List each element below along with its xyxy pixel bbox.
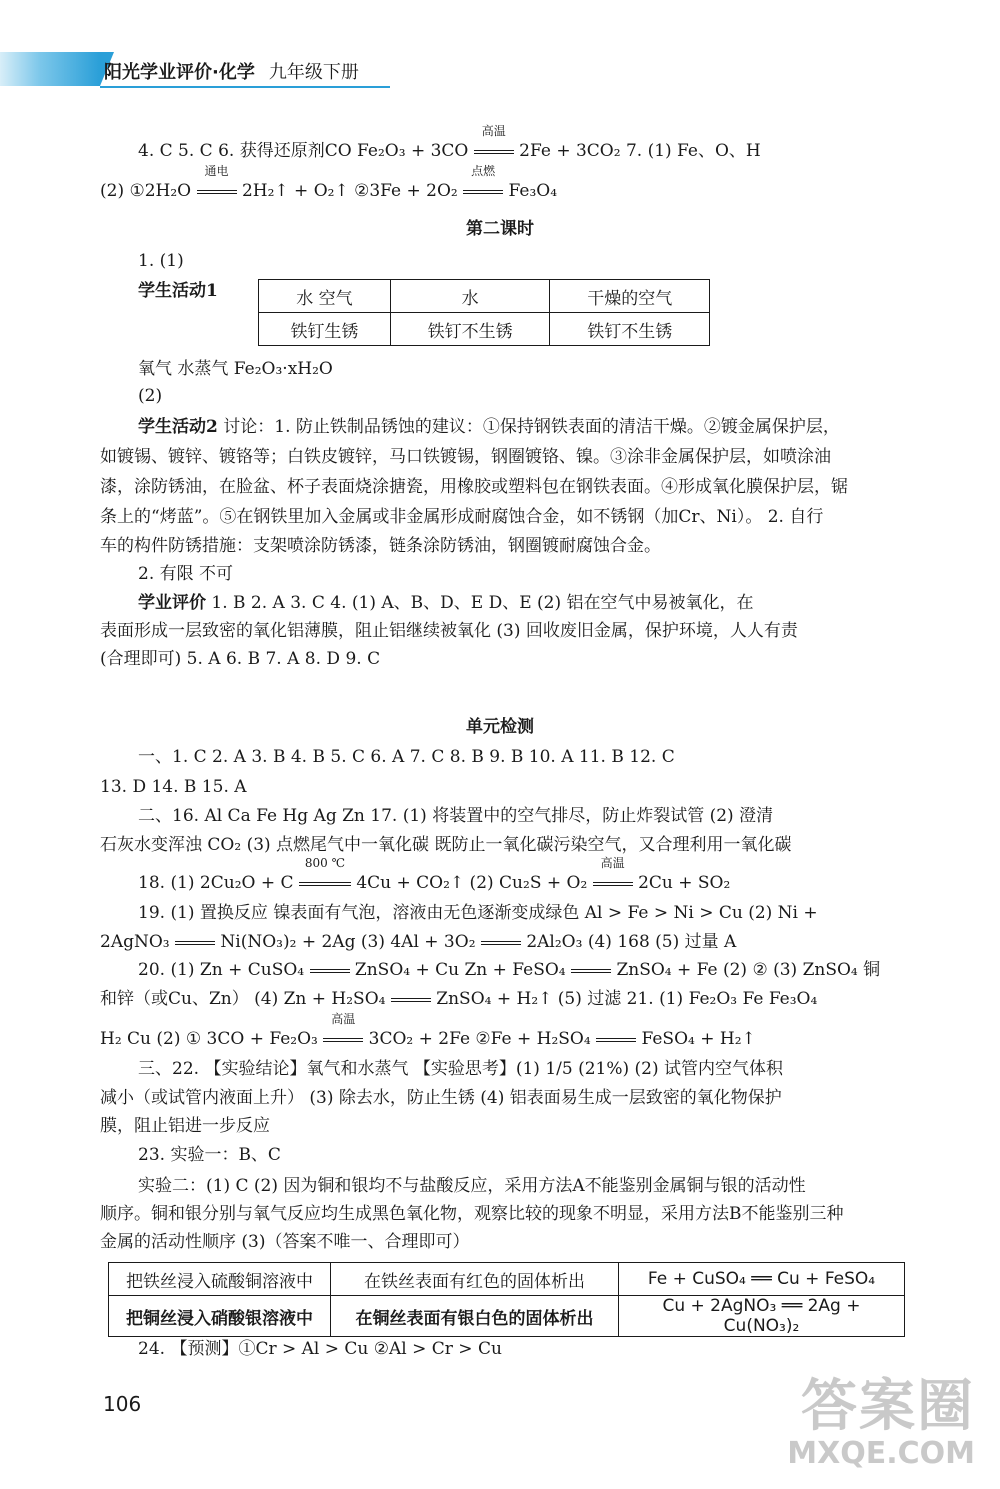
answer-line: 减小（或试管内液面上升） (3) 除去水，防止生锈 (4) 铝表面易生成一层致密的氧化物保护 <box>100 1088 782 1108</box>
reaction-table <box>108 1262 905 1337</box>
header-grade: 九年级下册 <box>268 62 359 83</box>
answer-line: 24. 【预测】①Cr > Al > Cu ②Al > Cr > Cu <box>138 1339 502 1359</box>
answer-line: 表面形成一层致密的氧化铝薄膜，阻止铝继续被氧化 (3) 回收废旧金属，保护环境，人人有责 <box>100 621 798 641</box>
answer-line: (合理即可) 5. A 6. B 7. A 8. D 9. C <box>100 649 381 669</box>
answer-line: 实验二：(1) C (2) 因为铜和银均不与盐酸反应，采用方法A不能鉴别金属铜与银的活动性 <box>138 1176 806 1196</box>
answer-line: 金属的活动性顺序 (3)（答案不唯一、合理即可） <box>100 1232 470 1252</box>
answer-line: 条上的“烤蓝”。⑤在钢铁里加入金属或非金属形成耐腐蚀合金，如不锈钢（加Cr、Ni）。 2. 自行 <box>100 507 824 527</box>
answer-line: 学业评价 1. B 2. A 3. C 4. (1) A、B、D、E D、E (2) 铝在空气中易被氧化，在 <box>138 593 754 613</box>
watermark-logo: 答案圈 <box>801 1374 975 1439</box>
answer-line: 23. 实验一：B、C <box>138 1145 281 1165</box>
section-title: 单元检测 <box>466 717 534 737</box>
answer-line: 氧气 水蒸气 Fe₂O₃·xH₂O <box>138 359 333 379</box>
table-cell: 铁钉生锈 <box>259 313 391 346</box>
answer-line: 膜，阻止铝进一步反应 <box>100 1116 270 1136</box>
reaction-equals <box>571 959 611 981</box>
answer-line: 学生活动2 讨论：1. 防止铁制品锈蚀的建议：①保持钢铁表面的清洁干燥。②镀金属保护层， <box>138 417 840 437</box>
header-band <box>0 52 100 86</box>
reaction-equals <box>175 931 215 953</box>
answer-line: 漆，涂防锈油，在脸盆、杯子表面烧涂搪瓷，用橡胶或塑料包在钢铁表面。④形成氧化膜保护层，锯 <box>100 477 848 497</box>
section-title: 第二课时 <box>466 219 534 239</box>
table-cell: 在铁丝表面有红色的固体析出 <box>331 1263 619 1296</box>
reaction-arrow: 800 ℃ <box>299 872 351 894</box>
answer-line: 一、1. C 2. A 3. B 4. B 5. C 6. A 7. C 8. B 9. B 10. A 11. B 12. C <box>138 747 675 767</box>
answer-line: 4. C 5. C 6. 获得还原剂CO Fe₂O₃ + 3CO 高温 2Fe + 3CO₂ 7. (1) Fe、O、H <box>138 124 761 161</box>
answer-line: 石灰水变浑浊 CO₂ (3) 点燃尾气中一氧化碳 既防止一氧化碳污染空气，又合理利用一氧化碳 <box>100 835 792 855</box>
table-header-cell: 水 <box>390 280 550 313</box>
reaction-arrow: 高温 <box>593 872 633 894</box>
watermark-url: MXQE.COM <box>787 1436 975 1471</box>
answer-line: 19. (1) 置换反应 镍表面有气泡，溶液由无色逐渐变成绿色 Al > Fe > Ni > Cu (2) Ni + <box>138 903 818 923</box>
rust-experiment-table <box>258 279 710 346</box>
answer-line: 13. D 14. B 15. A <box>100 777 247 797</box>
table-cell: Cu + 2AgNO₃ ══ 2Ag + Cu(NO₃)₂ <box>619 1296 905 1337</box>
activity-label: 学生活动1 <box>138 281 218 301</box>
answer-line: 20. (1) Zn + CuSO₄ ZnSO₄ + Cu Zn + FeSO₄ ZnSO₄ + Fe (2) ② (3) ZnSO₄ 铜 <box>138 960 881 980</box>
answer-line: (2) <box>138 386 163 406</box>
reaction-arrow: 通电 <box>197 180 237 202</box>
answer-line: 三、22. 【实验结论】氧气和水蒸气 【实验思考】(1) 1/5 (21%) (2) 试管内空气体积 <box>138 1059 784 1079</box>
reaction-arrow: 高温 <box>323 1028 363 1050</box>
table-cell: 把铁丝浸入硫酸铜溶液中 <box>109 1263 331 1296</box>
running-header <box>104 58 359 84</box>
reaction-equals <box>391 988 431 1010</box>
reaction-equals <box>481 931 521 953</box>
reaction-equals <box>310 959 350 981</box>
table-header-cell: 干燥的空气 <box>550 280 710 313</box>
reaction-equals <box>596 1028 636 1050</box>
answer-line: 二、16. Al Ca Fe Hg Ag Zn 17. (1) 将装置中的空气排尽，防止炸裂试管 (2) 澄清 <box>138 806 774 826</box>
table-cell: 铁钉不生锈 <box>390 313 550 346</box>
reaction-arrow: 点燃 <box>463 180 503 202</box>
table-cell: 铁钉不生锈 <box>550 313 710 346</box>
reaction-arrow: 高温 <box>474 140 514 162</box>
answer-line: 2AgNO₃ Ni(NO₃)₂ + 2Ag (3) 4Al + 3O₂ 2Al₂O₃ (4) 168 (5) 过量 A <box>100 932 737 952</box>
answer-line: 1. (1) <box>138 251 184 271</box>
answer-line: 车的构件防锈措施：支架喷涂防锈漆，链条涂防锈油，钢圈镀耐腐蚀合金。 <box>100 536 661 556</box>
answer-line: 和锌（或Cu、Zn） (4) Zn + H₂SO₄ ZnSO₄ + H₂↑ (5) 过滤 21. (1) Fe₂O₃ Fe Fe₃O₄ <box>100 989 818 1009</box>
table-cell: 把铜丝浸入硝酸银溶液中 <box>109 1296 331 1337</box>
table-cell: 在铜丝表面有银白色的固体析出 <box>331 1296 619 1337</box>
answer-line: H₂ Cu (2) ① 3CO + Fe₂O₃ 高温 3CO₂ + 2Fe ②Fe + H₂SO₄ FeSO₄ + H₂↑ <box>100 1012 756 1049</box>
header-subject: 阳光学业评价·化学 <box>104 62 255 83</box>
answer-line: 18. (1) 2Cu₂O + C 800 ℃ 4Cu + CO₂↑ (2) Cu₂S + O₂ 高温 2Cu + SO₂ <box>138 856 731 893</box>
answer-line: (2) ①2H₂O 通电 2H₂↑ + O₂↑ ②3Fe + 2O₂ 点燃 Fe₃O₄ <box>100 164 558 201</box>
answer-line: 顺序。铜和银分别与氧气反应均生成黑色氧化物，观察比较的现象不明显，采用方法B不能鉴别三种 <box>100 1204 844 1224</box>
watermark <box>787 1374 975 1471</box>
table-header-cell: 水 空气 <box>259 280 391 313</box>
table-cell: Fe + CuSO₄ ══ Cu + FeSO₄ <box>619 1263 905 1296</box>
answer-line: 2. 有限 不可 <box>138 564 234 584</box>
page-number: 106 <box>103 1392 142 1416</box>
answer-line: 如镀锡、镀锌、镀铬等；白铁皮镀锌，马口铁镀锡，钢圈镀铬、镍。③涂非金属保护层，如喷涂油 <box>100 447 831 467</box>
header-rule <box>100 86 390 88</box>
